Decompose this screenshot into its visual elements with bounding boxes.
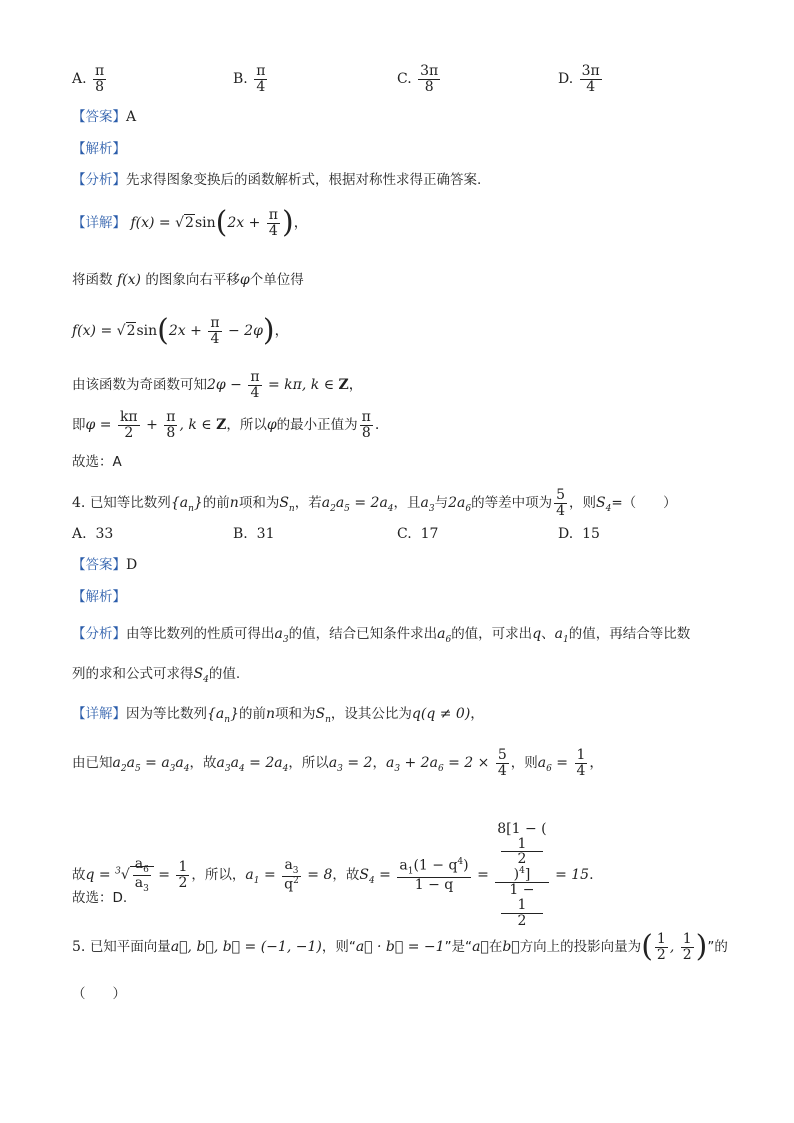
text: ，设其公比为 [330, 706, 412, 722]
text: ，若 [294, 495, 322, 512]
option-letter: C. [397, 71, 412, 88]
formula: $\frac{\pi}{8}$ . [361, 409, 380, 441]
formula: $a_1$ = $\frac{a_3}{q^2}$ = 8 [245, 856, 333, 893]
formula: q = $^3$√ $\frac{a_6}{a_3}$ = $\frac{1}{2}$ [85, 855, 188, 894]
text: 在 [488, 939, 503, 956]
option-value: 17 [420, 526, 439, 542]
text: ，且 [393, 495, 421, 512]
q3-analysis-tag: 【解析】 [72, 141, 126, 157]
formula: $S_4$ = $\frac{a_1(1 - q^4)}{1 - q}$ = 8[1 − ( 1 2 )$^4$] 1 − 1 2 = 15. [359, 821, 594, 929]
text: ， [372, 755, 386, 772]
text: 由等比数列的性质可得出 [126, 626, 275, 642]
fenxi-tag: 【分析】 [72, 172, 126, 188]
q5-stem [72, 929, 728, 965]
formula: $\{a_n\}$ [170, 495, 203, 514]
frac-num: π [256, 63, 266, 79]
q4-detail-line [72, 706, 484, 726]
question-number: 4. [72, 495, 86, 512]
formula: $2a_6$ [448, 495, 472, 514]
formula: $a_3 + 2a_6 = 2$ × $\frac{5}{4}$ [385, 747, 507, 779]
formula: $S_4$ [193, 666, 209, 685]
q5-paren: （ ） [72, 986, 126, 1002]
answer-tag: 【答案】 [72, 109, 126, 125]
option-letter: D. [558, 71, 574, 88]
formula: f(x) [116, 272, 141, 288]
text: ，则 [569, 495, 597, 512]
formula: a⃗, b⃗, b⃗ = (−1, −1) [170, 939, 322, 956]
detail-tag: 【详解】 [72, 215, 126, 232]
text: ，则 [510, 755, 538, 772]
q4-option-b [233, 526, 274, 542]
formula: $\frac{5}{4}$ [556, 487, 566, 519]
compute-part-1 [72, 822, 594, 928]
option-letter: D. [558, 526, 574, 542]
formula: $S_n$ [315, 706, 331, 725]
answer-value: A [126, 109, 137, 125]
frac-den: 8 [424, 78, 434, 95]
option-letter: A. [72, 71, 87, 88]
formula: $\{a_n\}$ [207, 706, 239, 725]
formula: $a_3$ [420, 495, 435, 514]
text: ，所以 [288, 755, 329, 772]
formula: q(q ≠ 0)， [411, 706, 485, 722]
text: ”是“ [444, 939, 473, 956]
option-letter: B. [233, 526, 248, 542]
text: ，则“ [321, 939, 356, 956]
q3-detail-formula [72, 205, 308, 241]
text: 的图象向右平移 [145, 272, 240, 288]
frac-den: 4 [256, 78, 266, 95]
formula: b⃗ [502, 939, 520, 956]
text: 已知平面向量 [89, 939, 171, 956]
text: 的最小正值为 [276, 417, 358, 434]
formula: 2φ − $\frac{\pi}{4}$ = kπ, k ∈ Z， [207, 369, 363, 401]
text: 的值，可求出 [451, 626, 533, 642]
detail-tag: 【详解】 [72, 706, 126, 722]
q4-fenxi-line1 [72, 626, 690, 646]
formula: n [229, 495, 239, 512]
formula-fx: f(x) = √2sin(2x + $\frac{\pi}{4}$ )， [130, 205, 308, 241]
text: ，故 [332, 867, 360, 884]
option-value: 31 [256, 526, 275, 542]
fenxi-tag: 【分析】 [72, 626, 126, 642]
text: ，所以 [226, 417, 267, 434]
formula: n [265, 706, 276, 722]
q3-min-line [72, 410, 379, 440]
text: 的前 [238, 706, 266, 722]
frac-den: 8 [95, 78, 105, 95]
formula: $a_3$ [274, 626, 289, 645]
q4-option-c [397, 526, 438, 542]
text: 由该函数为奇函数可知 [72, 377, 207, 394]
text: 项和为 [275, 706, 316, 722]
formula: φ [266, 417, 277, 434]
option-letter: C. [397, 526, 412, 542]
text: 由已知 [72, 755, 113, 772]
q3-fenxi [72, 172, 481, 189]
text: =（ ） [611, 495, 677, 512]
text: 与 [434, 495, 449, 512]
formula: $a_2a_5 = 2a_4$ [321, 495, 394, 514]
q3-shifted-formula [72, 313, 289, 349]
q4-analysis-tag: 【解析】 [72, 589, 126, 605]
option-fraction [580, 64, 602, 94]
q4-answer [72, 557, 137, 574]
frac-num: 3π [581, 63, 600, 79]
formula: φ = $\frac{k\pi}{2}$ + $\frac{\pi}{8}$ , k ∈ Z [85, 409, 227, 441]
text: 列的求和公式可求得 [72, 666, 194, 682]
text: 的值，结合已知条件求出 [288, 626, 438, 642]
formula: ( $\frac{1}{2}$ , $\frac{1}{2}$ ) [641, 929, 708, 965]
formula: $a_6$ = $\frac{1}{4}$ ， [537, 747, 604, 779]
text: 的值. [208, 666, 241, 682]
text: 的等差中项为 [471, 495, 553, 512]
option-value: 15 [582, 526, 600, 542]
q3-option-b [233, 64, 269, 94]
text: 将函数 [72, 272, 113, 288]
q3-odd-line [72, 370, 363, 400]
formula: $a_3 = 2$ [328, 755, 373, 774]
option-fraction [418, 64, 440, 94]
formula: a⃗ [472, 939, 489, 956]
text: 、 [541, 626, 555, 642]
formula: $S_n$ [279, 495, 295, 514]
fenxi-text: 先求得图象变换后的函数解析式，根据对称性求得正确答案. [126, 172, 482, 188]
frac-num: π [95, 63, 105, 79]
text: 个单位得 [249, 272, 304, 288]
q3-option-d [558, 64, 604, 94]
frac-num: 3π [420, 63, 439, 79]
answer-tag: 【答案】 [72, 557, 126, 573]
formula: φ [239, 272, 250, 288]
q3-choose: 故选：A [72, 454, 122, 470]
text: 故 [72, 867, 86, 884]
formula: $S_4$ [596, 495, 612, 514]
q4-stem [72, 488, 677, 518]
q4-option-a [72, 526, 113, 542]
formula: f(x) = √2sin(2x + $\frac{\pi}{4}$ − 2φ)， [72, 313, 289, 349]
option-letter: B. [233, 71, 248, 88]
formula: $a_1$ [554, 626, 569, 645]
formula: a⃗ · b⃗ = −1 [355, 939, 445, 956]
formula: $a_6$ [437, 626, 452, 645]
q3-option-c [397, 64, 442, 94]
q3-option-a [72, 64, 108, 94]
option-value: 33 [95, 526, 114, 542]
q4-fenxi-line2 [72, 666, 240, 686]
q4-known-line [72, 748, 603, 778]
text: ，故 [189, 755, 217, 772]
formula: q [532, 626, 542, 642]
text: 的值，再结合等比数 [568, 626, 691, 642]
frac-den: 4 [586, 78, 596, 95]
q3-answer [72, 109, 136, 126]
option-fraction [254, 64, 267, 94]
question-number: 5. [72, 939, 86, 956]
q4-choose: 故选：D. [72, 890, 128, 906]
text: ”的 [707, 939, 728, 956]
option-letter: A. [72, 526, 87, 542]
text: 已知等比数列 [89, 495, 171, 512]
text: 即 [72, 417, 86, 434]
formula: $a_3a_4 = 2a_4$ [216, 755, 289, 774]
answer-value: D [126, 557, 138, 573]
q4-option-d [558, 526, 600, 542]
text: ，所以， [191, 867, 246, 884]
text: 项和为 [238, 495, 280, 512]
option-fraction [93, 64, 106, 94]
text: 的前 [202, 495, 230, 512]
q3-shift-line [72, 272, 304, 289]
text: 因为等比数列 [126, 706, 207, 722]
text: 方向上的投影向量为 [519, 939, 642, 956]
formula: $a_2a_5 = a_3a_4$ [112, 755, 190, 774]
